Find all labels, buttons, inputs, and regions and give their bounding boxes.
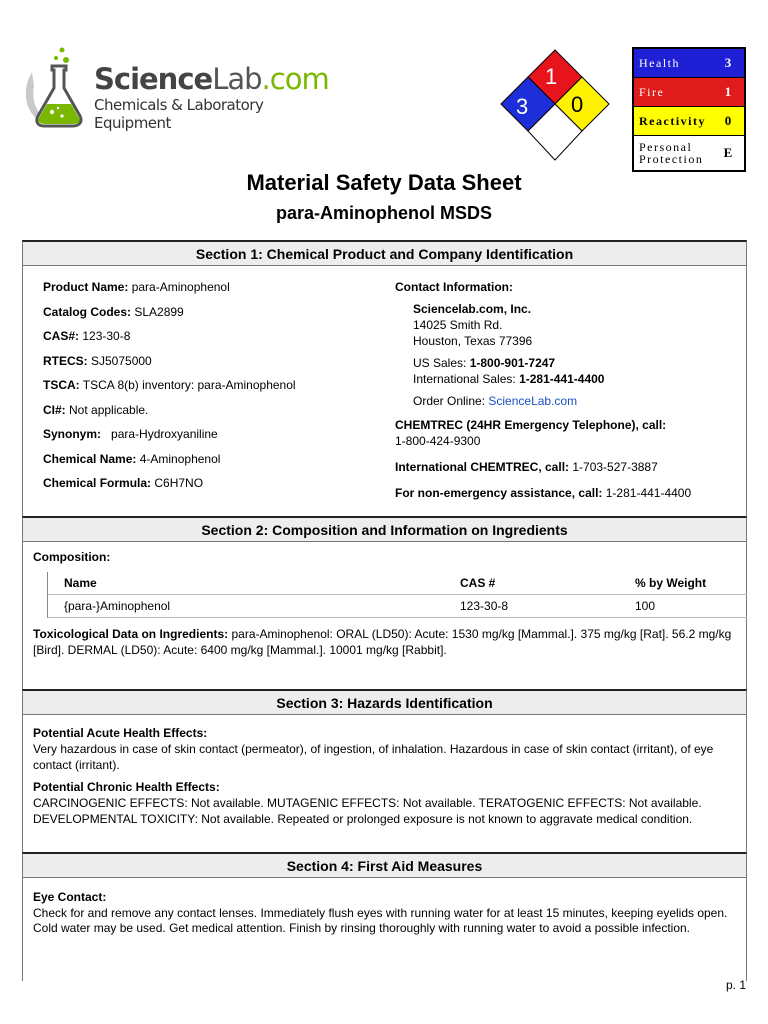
section-2-heading: Section 2: Composition and Information on Ingredients <box>22 516 747 542</box>
field-chemical-name: Chemical Name: 4-Aminophenol <box>43 451 221 466</box>
hmis-reactivity-row: Reactivity 0 <box>634 107 744 136</box>
field-catalog-codes: Catalog Codes: SLA2899 <box>43 304 184 319</box>
hmis-health-row: Health 3 <box>634 49 744 78</box>
document-subtitle: para-Aminophenol MSDS <box>275 203 492 223</box>
field-chemical-formula: Chemical Formula: C6H7NO <box>43 476 204 490</box>
nfpa-diamond <box>500 48 610 164</box>
sciencelab-logo <box>22 46 329 132</box>
page-number: p. 1 <box>725 978 746 992</box>
nfpa-health-rating: 3 <box>516 94 529 119</box>
field-product-name: Product Name: para-Aminophenol <box>43 280 230 294</box>
section-4 <box>22 852 747 981</box>
eye-contact-text: Check for and remove any contact lenses. Immediately flush eyes with running water for at least 15 minutes, keeping eyelids open. Cold water may be used. Get medical attention. Finish by rinsing thoroughly with running water to avoid a possible infection. <box>33 905 728 935</box>
section-1-heading: Section 1: Chemical Product and Company Identification <box>22 240 747 266</box>
field-rtecs: RTECS: SJ5075000 <box>43 353 152 368</box>
non-emergency: For non-emergency assistance, call: 1-281-441-4400 <box>395 486 692 500</box>
chemtrec-phone: 1-800-424-9300 <box>395 434 481 448</box>
contact-heading: Contact Information: <box>395 280 513 294</box>
logo-wordmark: ScienceLab.com <box>94 62 329 96</box>
composition-label: Composition: <box>33 550 111 564</box>
order-online-link[interactable]: ScienceLab.com <box>488 394 578 408</box>
field-ci: CI#: Not applicable. <box>43 402 149 417</box>
section-4-heading: Section 4: First Aid Measures <box>22 852 747 878</box>
acute-effects-text: Very hazardous in case of skin contact (permeator), of ingestion, of inhalation. Hazardous in case of skin contact (irritant), of eye contact (irritant). <box>33 742 714 772</box>
table-row: {para-}Aminophenol 123-30-8 100 <box>48 595 747 618</box>
hmis-ppe-row: Personal Protection E <box>634 136 744 170</box>
field-synonym: Synonym: para-Hydroxyaniline <box>43 427 218 441</box>
nfpa-reactivity-rating: 0 <box>571 92 584 117</box>
product-fields <box>43 280 383 501</box>
contact-information <box>395 280 745 502</box>
chronic-effects-label: Potential Chronic Health Effects: <box>33 780 220 794</box>
flask-icon <box>22 46 94 132</box>
eye-contact-label: Eye Contact: <box>33 890 107 904</box>
table-header-row: Name CAS # % by Weight <box>48 572 747 595</box>
intl-sales: International Sales: 1-281-441-4400 <box>413 372 605 386</box>
chemtrec-label: CHEMTREC (24HR Emergency Telephone), call: <box>395 418 667 432</box>
section-2 <box>22 516 747 697</box>
composition-table <box>47 572 747 618</box>
document-title: Material Safety Data Sheet <box>246 170 522 195</box>
us-sales: US Sales: 1-800-901-7247 <box>413 356 556 370</box>
address-line-1: 14025 Smith Rd. <box>413 318 503 332</box>
acute-effects-label: Potential Acute Health Effects: <box>33 726 208 740</box>
order-online: Order Online: ScienceLab.com <box>413 394 578 408</box>
field-cas: CAS#: 123-30-8 <box>43 329 131 343</box>
address-line-2: Houston, Texas 77396 <box>413 334 533 348</box>
chronic-effects-text: CARCINOGENIC EFFECTS: Not available. MUTAGENIC EFFECTS: Not available. TERATOGENIC EFFECTS: Not available. DEVELOPMENTAL TOXICITY: Not available. Repeated or prolonged exposure is not known to aggravate medical condition. <box>33 796 702 826</box>
hmis-rating-box <box>632 47 746 172</box>
section-3 <box>22 689 747 863</box>
company-name: Sciencelab.com, Inc. <box>413 302 532 316</box>
section-1 <box>22 240 747 525</box>
toxicological-data: Toxicological Data on Ingredients: para-Aminophenol: ORAL (LD50): Acute: 1530 mg/kg [Mammal.]. 375 mg/kg [Rat]. 56.2 mg/kg [Bird]. DERMAL (LD50): Acute: 6400 mg/kg [Mammal.]. 10001 mg/kg [Rabbit]. <box>33 627 732 657</box>
nfpa-fire-rating: 1 <box>545 64 558 89</box>
intl-chemtrec: International CHEMTREC, call: 1-703-527-3887 <box>395 460 658 474</box>
hmis-fire-row: Fire 1 <box>634 78 744 107</box>
logo-tagline: Chemicals & Laboratory Equipment <box>94 96 264 132</box>
section-3-heading: Section 3: Hazards Identification <box>22 689 747 715</box>
field-tsca: TSCA: TSCA 8(b) inventory: para-Aminophenol <box>43 378 296 392</box>
